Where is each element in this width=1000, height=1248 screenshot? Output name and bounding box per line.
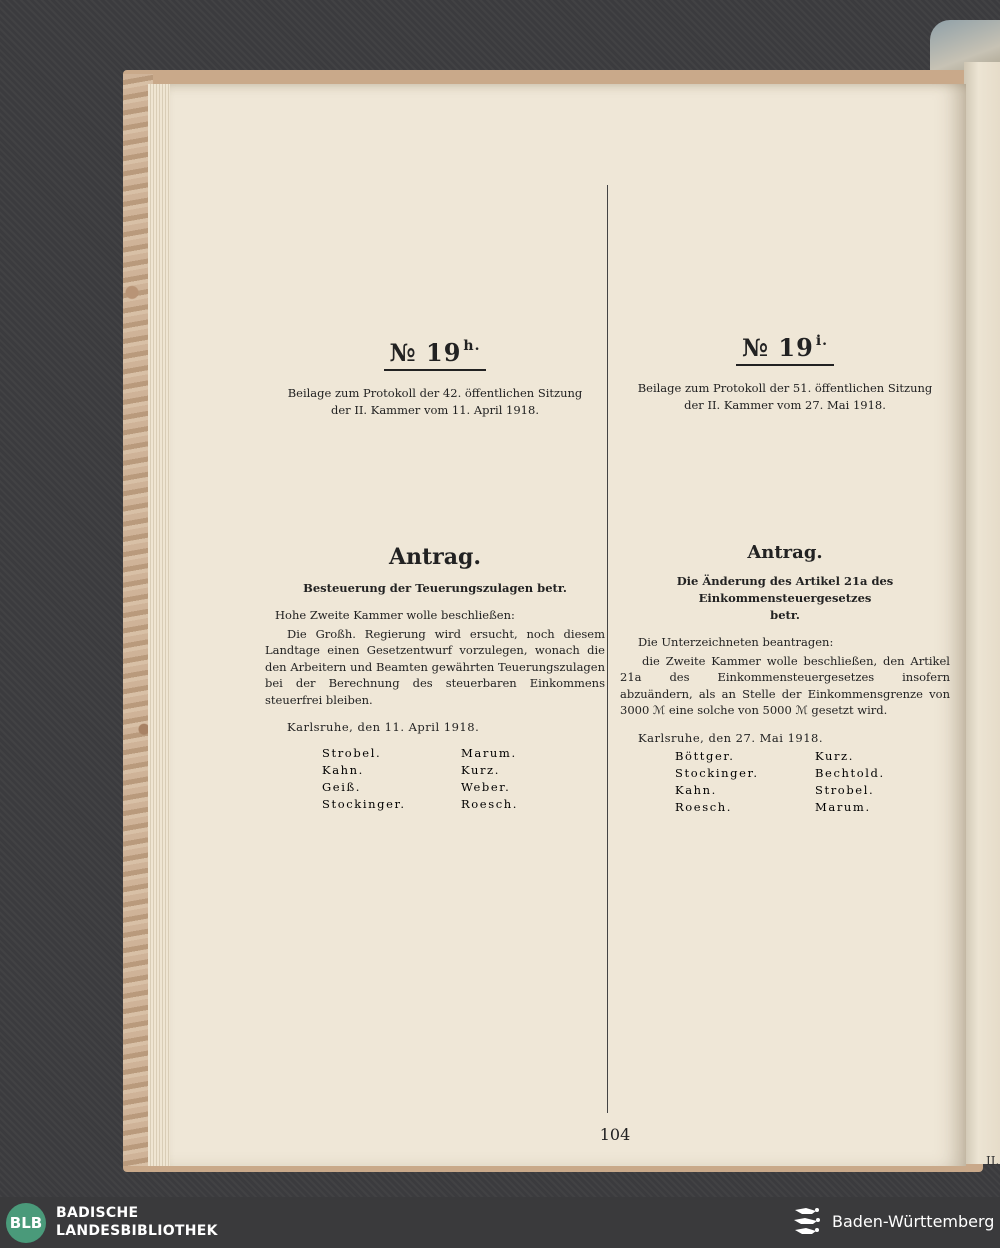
signatory: Roesch. <box>675 800 732 814</box>
signatory: Geiß. <box>322 780 362 794</box>
right-subject-line-2: betr. <box>770 608 800 622</box>
signatory: Marum. <box>461 746 517 760</box>
lion-emblem-icon <box>792 1205 822 1241</box>
right-place-date: Karlsruhe, den 27. Mai 1918. <box>638 730 824 745</box>
right-address: Die Unterzeichneten beantragen: <box>638 635 834 649</box>
signatory: Böttger. <box>675 749 735 763</box>
region-name[interactable]: Baden-Württemberg <box>832 1212 995 1231</box>
library-name-line-1: BADISCHE <box>56 1205 139 1221</box>
page-number: 104 <box>599 1125 631 1144</box>
right-column <box>620 333 950 414</box>
left-place-date: Karlsruhe, den 11. April 1918. <box>287 720 480 734</box>
signatory: Kurz. <box>461 763 500 777</box>
next-page-fragment: II. <box>986 1154 1000 1168</box>
left-signatories-a <box>322 745 406 813</box>
signatory: Strobel. <box>322 746 382 760</box>
left-column <box>265 338 605 419</box>
library-name[interactable] <box>56 1204 218 1240</box>
next-page-edge <box>964 62 1000 1168</box>
left-body: Die Großh. Regierung wird ersucht, noch diesem Landtage einen Gesetzentwurf vorzulegen, wonach die den Arbeitern und Beamten gewährten Teuerungszulagen bei der Berechnung des steuerbaren Einkommens steuerfrei bleiben. <box>265 626 605 707</box>
right-signatories-a <box>675 748 759 816</box>
signatory: Strobel. <box>815 783 875 797</box>
signatory: Kahn. <box>675 783 717 797</box>
left-supplement <box>265 385 605 419</box>
left-subject: Besteuerung der Teuerungszulagen betr. <box>303 581 567 595</box>
right-motion <box>620 542 950 745</box>
signatory: Bechtold. <box>815 766 885 780</box>
library-name-line-2: LANDESBIBLIOTHEK <box>56 1223 218 1239</box>
right-number-text: № 19 <box>741 333 814 362</box>
signatory: Stockinger. <box>675 766 759 780</box>
right-subject <box>620 573 950 624</box>
left-number-suffix: h. <box>463 338 481 354</box>
left-supplement-line-1: Beilage zum Protokoll der 42. öffentlichen Sitzung <box>287 386 583 400</box>
right-signatories-b <box>815 748 885 816</box>
signatory: Marum. <box>815 800 871 814</box>
left-title: Antrag. <box>388 544 482 570</box>
signatory: Kahn. <box>322 763 364 777</box>
right-number-suffix: i. <box>815 333 829 349</box>
right-body: die Zweite Kammer wolle beschließen, den Artikel 21a des Einkommensteuergesetzes insofern abzuändern, als an Stelle der Einkommensgrenze von 3000 ℳ eine solche von 5000 ℳ gesetzt wird. <box>620 653 950 717</box>
signatory: Stockinger. <box>322 797 406 811</box>
right-subject-line-1: Die Änderung des Artikel 21a des Einkommensteuergesetzes <box>676 574 894 605</box>
blb-logo[interactable]: BLB <box>6 1203 46 1243</box>
right-title: Antrag. <box>747 542 823 563</box>
left-doc-number <box>265 338 605 371</box>
left-motion <box>265 544 605 734</box>
signatory: Kurz. <box>815 749 854 763</box>
left-number-text: № 19 <box>389 338 462 367</box>
right-doc-number <box>620 333 950 366</box>
right-supplement-line-2: der II. Kammer vom 27. Mai 1918. <box>684 398 886 412</box>
signatory: Weber. <box>461 780 511 794</box>
right-supplement-line-1: Beilage zum Protokoll der 51. öffentlichen Sitzung <box>637 381 933 395</box>
left-supplement-line-2: der II. Kammer vom 11. April 1918. <box>331 403 539 417</box>
footer-bar <box>0 1197 1000 1248</box>
signatory: Roesch. <box>461 797 518 811</box>
left-address: Hohe Zweite Kammer wolle beschließen: <box>275 608 515 622</box>
column-divider <box>607 185 608 1113</box>
left-signatories-b <box>461 745 518 813</box>
right-supplement <box>620 380 950 414</box>
